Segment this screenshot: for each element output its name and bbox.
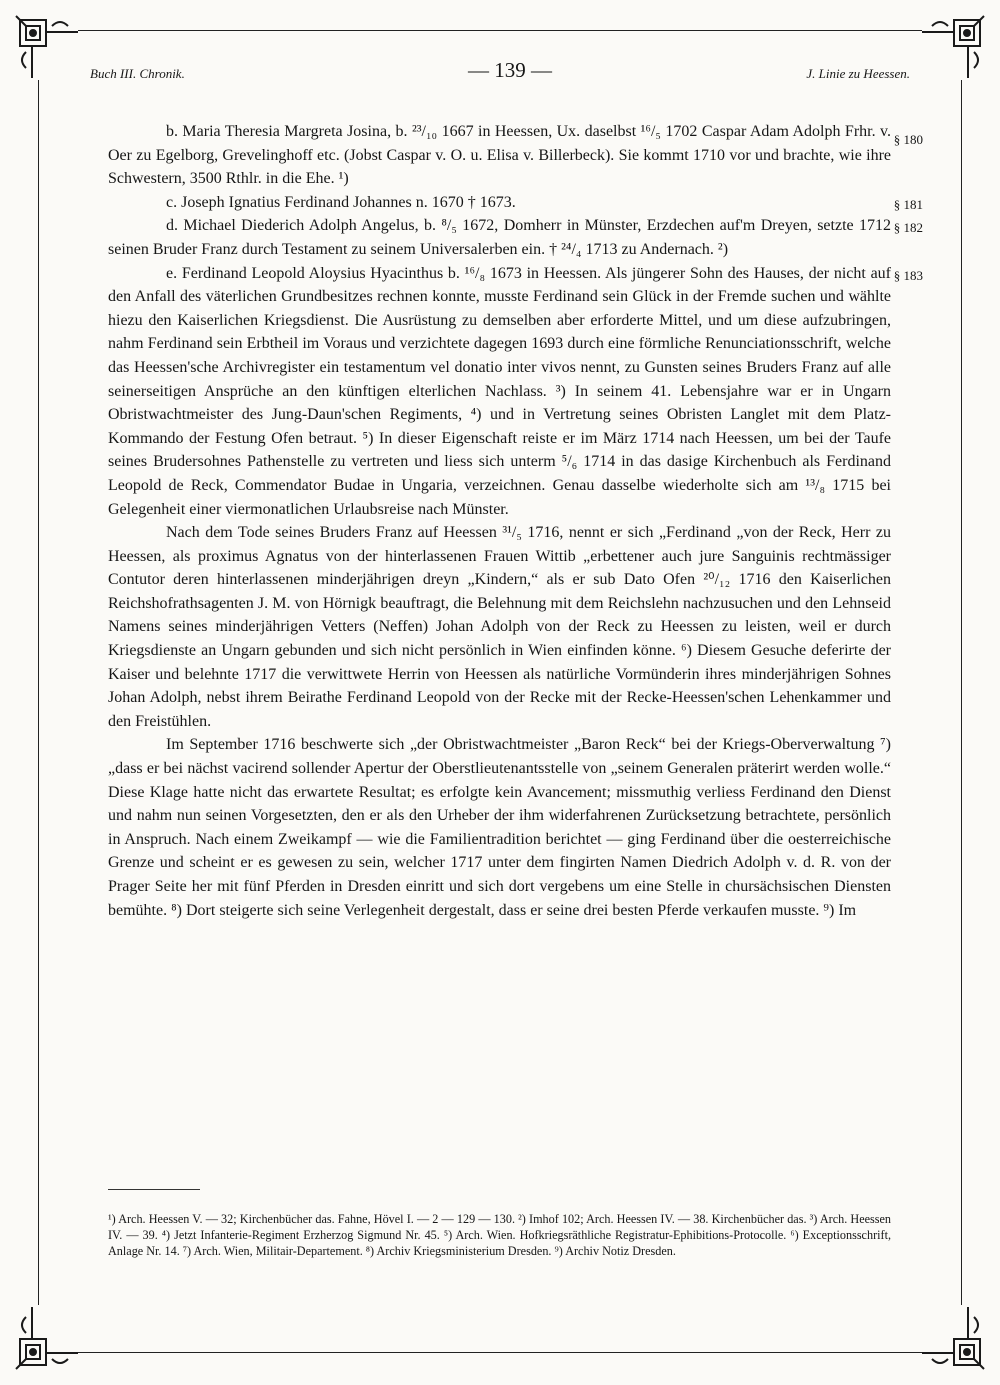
section-mark: § 182 (893, 220, 923, 236)
frame-rule-bottom (78, 1352, 922, 1353)
frame-rule-left (38, 80, 39, 1305)
body-text (108, 120, 923, 922)
paragraph-text: e. Ferdinand Leopold Aloysius Hyacinthus b. ¹⁶/₈ 1673 in Heessen. Als jüngerer Sohn des Hauses, der nicht auf den Anfall des väterlichen Grundbesitzes rechnen konnte, musste Ferdinand sein Glück in der Fremde suchen und wählte hiezu den Kaiserlichen Kriegsdienst. Die Ausrüstung zu demselben aber erforderte Mittel, und um diese aufzubringen, nahm Ferdinand sein Erbtheil im Voraus und verzichtete dagegen 1693 durch eine förmliche Renunciationsschrift, welche das Heessen'sche Archivregister ein testamentum vel donatio inter vivos nennt, zu Gunsten seines Bruders Franz auf alle seinerseitigen Ansprüche an den künftigen elterlichen Nachlass. ³) In seinem 41. Lebensjahre war er in Ungarn Obristwachtmeister des Jung-Daun'schen Regiments, ⁴) und in Vertretung seines Obristen Langlet mit dem Platz-Kommando der Festung Ofen betraut. ⁵) In dieser Eigenschaft reiste er im März 1714 nach Heessen, um bei der Taufe seines Brudersohnes Pathenstelle zu vertreten und liess sich unterm ⁵/₆ 1714 in das dasige Kirchenbuch als Ferdinand Leopold de Reck, Commendator Budae in Ungaria, verzeichnen. Genau dasselbe wiederholte sich am ¹³/₈ 1715 bei Gelegenheit einer viermonatlichen Urlaubsreise nach Münster. (108, 264, 891, 518)
paragraph-nach-dem-tode (108, 521, 891, 733)
section-mark: § 180 (893, 132, 923, 147)
corner-ornament-bottom-left (12, 1303, 82, 1373)
corner-ornament-top-right (918, 12, 988, 82)
paragraph-im-september (108, 733, 891, 922)
paragraph-michael-diederich (108, 214, 923, 261)
frame-rule-top (78, 30, 922, 31)
corner-ornament-bottom-right (918, 1303, 988, 1373)
page-number: — 139 — (468, 58, 552, 82)
paragraph-text: Im September 1716 beschwerte sich „der Obristwachtmeister „Baron Reck“ bei der Kriegs-Oberverwaltung ⁷) „dass er bei nächst vacirend sollender Apertur der Oberstlieutenantsstelle von „seinem Generalen präterirt werden wolle.“ Diese Klage hatte nicht das erwartete Resultat; es erfolgte kein Avancement; missmuthig verliess Ferdinand den Dienst und nahm nun seinen Vorgesetzten, den er als den Urheber der ihm widerfahrenen Zurücksetzung betrachtete, persönlich in Anspruch. Nach einem Zweikampf — wie die Familientradition berichtet — ging Ferdinand über die oesterreichische Grenze und scheint er es gewesen zu sein, welcher 1717 unter dem fingirten Namen Diedrich Adolph v. d. R. von der Prager Seite her mit fünf Pferden in Dresden einritt und sich dort vergebens um eine Stelle in chursächsischen Diensten bemühte. ⁸) Dort steigerte sich seine Verlegenheit dergestalt, dass er seine drei besten Pferde verkaufen musste. ⁹) Im (108, 736, 891, 919)
running-head (90, 58, 910, 88)
paragraph-ferdinand-leopold (108, 262, 923, 522)
footnotes-text: ¹) Arch. Heessen V. — 32; Kirchenbücher das. Fahne, Hövel I. — 2 — 129 — 130. ²) Imhof 102; Arch. Heessen IV. — 38. Kirchenbücher das. ³) Arch. Heessen IV. — 39. ⁴) Jetzt Infanterie-Regiment Erzherzog Sigmund Nr. 45. ⁵) Arch. Wien. Hofkriegsräthliche Registratur-Ephibitions-Protocolle. ⁶) Exceptionsschrift, Anlage Nr. 14. ⁷) Arch. Wien, Militair-Departement. ⁸) Archiv Kriegsministerium Dresden. ⁹) Archiv Notiz Dresden. (108, 1212, 891, 1258)
paragraph-text: Nach dem Tode seines Bruders Franz auf Heessen ³¹/₅ 1716, nennt er sich „Ferdinand „von der Reck, Herr zu Heessen, als proximus Agnatus von der hinterlassenen Frauen Wittib „erbettener auch jure Sanguinis rechtmässiger Contutor deren hinterlassenen minderjährigen dreyn „Kindern,“ als er sub Dato Ofen ²⁰/₁₂ 1716 den Kaiserlichen Reichshofrathsagenten J. M. von Hörnigk beauftragt, die Belehnung mit dem Reichslehn nachzusuchen und den Lehnseid Namens seines minderjährigen Vetters (Neffen) Johan Adolph von der Reck zu Heessen zu leisten, weil er durch Kriegsdienste an Ungarn gebunden und sich nicht persönlich in Wien einfinden könne. ⁶) Diesem Gesuche deferirte der Kaiser und belehnte 1717 die verwittwete Herrin von Heessen als natürliche Vormünderin ihres minderjährigen Sohnes Johan Adolph, nebst ihrem Beirathe Ferdinand Leopold von der Recke mit der Recke-Heessen'schen Lehenkammer und den Freistühlen. (108, 524, 891, 730)
section-mark: § 181 (893, 196, 923, 212)
paragraph-joseph-ignatius (108, 191, 923, 215)
paragraph-text: b. Maria Theresia Margreta Josina, b. ²³/₁₀ 1667 in Heessen, Ux. daselbst ¹⁶/₅ 1702 Caspar Adam Adolph Frhr. v. Oer zu Egelborg, Grevelinghoff etc. (Jobst Caspar v. O. u. Elisa v. Billerbeck). Sie kommt 1710 vor und brachte, wie ihre Schwestern, 3500 Rthlr. in die Ehe. ¹) (108, 123, 891, 188)
paragraph-text: c. Joseph Ignatius Ferdinand Johannes n. 1670 † 1673. (166, 193, 516, 211)
footnotes (108, 1211, 891, 1259)
footnote-separator (108, 1189, 200, 1190)
running-head-right: J. Linie zu Heessen. (806, 66, 910, 81)
section-mark: § 183 (893, 267, 923, 283)
running-head-left: Buch III. Chronik. (90, 66, 185, 81)
corner-ornament-top-left (12, 12, 82, 82)
frame-rule-right (961, 80, 962, 1305)
paragraph-text: d. Michael Diederich Adolph Angelus, b. ⁸/₅ 1672, Domherr in Münster, Erzdechen auf'm Dreyen, setzte 1712 seinen Bruder Franz durch Testament zu seinem Universalerben ein. † ²⁴/₄ 1713 zu Andernach. ²) (108, 217, 891, 258)
paragraph-maria-theresia (108, 120, 923, 191)
